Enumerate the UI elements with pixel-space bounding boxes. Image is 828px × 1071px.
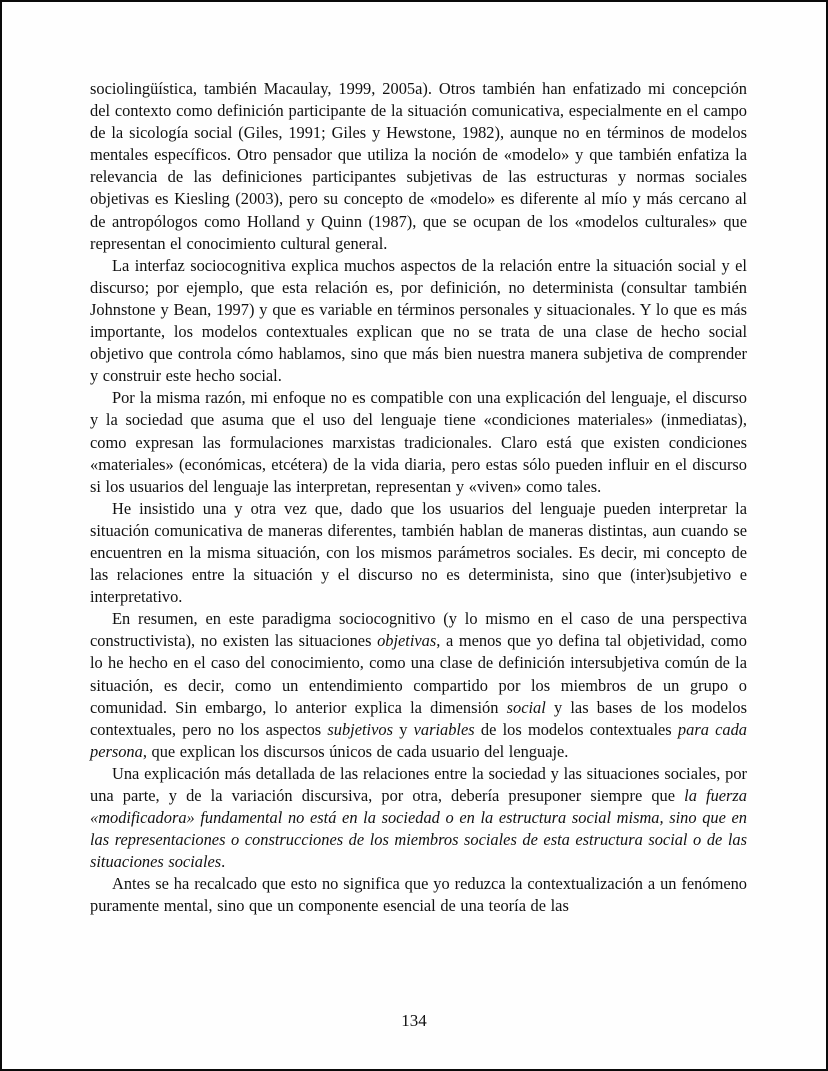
text-run: Por la misma razón, mi enfoque no es compatible con una explicación del lenguaje, el discurso y la sociedad que asuma que el uso del lenguaje tiene «condiciones materiales» (inmediatas), como expresan las formulaciones marxistas tradicionales. Claro está que existen condiciones «materiales» (económicas, etcétera) de la vida diaria, pero estas sólo pueden influir en el discurso si los usuarios del lenguaje las interpretan, representan y «viven» como tales. xyxy=(90,388,747,496)
text-run: He insistido una y otra vez que, dado que los usuarios del lenguaje pueden interpretar la situación comunicativa de maneras diferentes, también hablan de maneras distintas, aun cuando se encuentren en la misma situación, con los mismos parámetros sociales. Es decir, mi concepto de las relaciones entre la situación y el discurso no es determinista, sino que (inter)subjetivo e interpretativo. xyxy=(90,498,747,607)
text-run: , que explican los discursos únicos de cada usuario del lenguaje. xyxy=(142,741,569,761)
italic-run: social xyxy=(506,697,546,717)
italic-run: la fuerza «modificadora» fundamental no está en la sociedad o en la estructura social misma, sino que en las representaciones o construcciones de los miembros sociales de esta estructura social o de las situaciones sociales xyxy=(90,786,747,872)
text-run: La interfaz sociocognitiva explica muchos aspectos de la relación entre la situación social y el discurso; por ejemplo, que esta relación es, por definición, no determinista (consultar también Johnstone y Bean, 1997) y que es variable en términos personales y situacionales. Y lo que es más importante, los modelos contextuales explican que no se trata de una clase de hecho social objetivo que controla cómo hablamos, sino que más bien nuestra manera subjetiva de comprender y construir este hecho social. xyxy=(90,255,747,386)
text-run: y las bases de los modelos contextuales, pero no los aspectos xyxy=(90,697,747,739)
paragraph xyxy=(90,873,747,917)
paragraph xyxy=(90,498,747,608)
page-text xyxy=(90,78,747,918)
paragraph xyxy=(90,608,747,763)
paragraph xyxy=(90,387,747,497)
text-run: , a menos que yo defina tal objetividad, como lo he hecho en el caso del conocimiento, como una clase de definición intersubjetiva común de la situación, es decir, como un entendimiento compartido por los miembros de un grupo o comunidad. Sin embargo, lo anterior explica la dimensión xyxy=(90,631,747,717)
text-run: y xyxy=(392,719,414,739)
italic-run: subjetivos xyxy=(327,719,393,739)
paragraph xyxy=(90,763,747,873)
paragraph xyxy=(90,255,747,388)
italic-run: objetivas xyxy=(377,631,437,651)
paragraph xyxy=(90,78,747,255)
text-run: de los modelos contextuales xyxy=(474,719,678,739)
text-run: sociolingüística, también Macaulay, 1999, 2005a). Otros también han enfatizado mi concepción del contexto como definición participante de la situación comunicativa, especialmente en el campo de la sicología social (Giles, 1991; Giles y Hewstone, 1982), aunque no en términos de modelos mentales específicos. Otro pensador que utiliza la noción de «modelo» y que también enfatiza la relevancia de las definiciones participantes subjetivas de las estructuras y normas sociales objetivas es Kiesling (2003), pero su concepto de «modelo» es diferente al mío y más cercano al de antropólogos como Holland y Quinn (1987), que se ocupan de los «modelos culturales» que representan el conocimiento cultural general. xyxy=(90,79,747,253)
italic-run: para cada persona xyxy=(90,719,747,761)
text-run: Una explicación más detallada de las relaciones entre la sociedad y las situaciones sociales, por una parte, y de la variación discursiva, por otra, debería presuponer siempre que xyxy=(90,763,747,805)
text-run: Antes se ha recalcado que esto no significa que yo reduzca la contextualización a un fenómeno puramente mental, sino que un componente esencial de una teoría de las xyxy=(90,874,747,916)
text-run: En resumen, en este paradigma sociocognitivo (y lo mismo en el caso de una perspectiva constructivista), no existen las situaciones xyxy=(90,609,747,651)
italic-run: variables xyxy=(413,719,475,739)
text-run: . xyxy=(221,852,226,872)
page-number: 134 xyxy=(401,1011,427,1030)
